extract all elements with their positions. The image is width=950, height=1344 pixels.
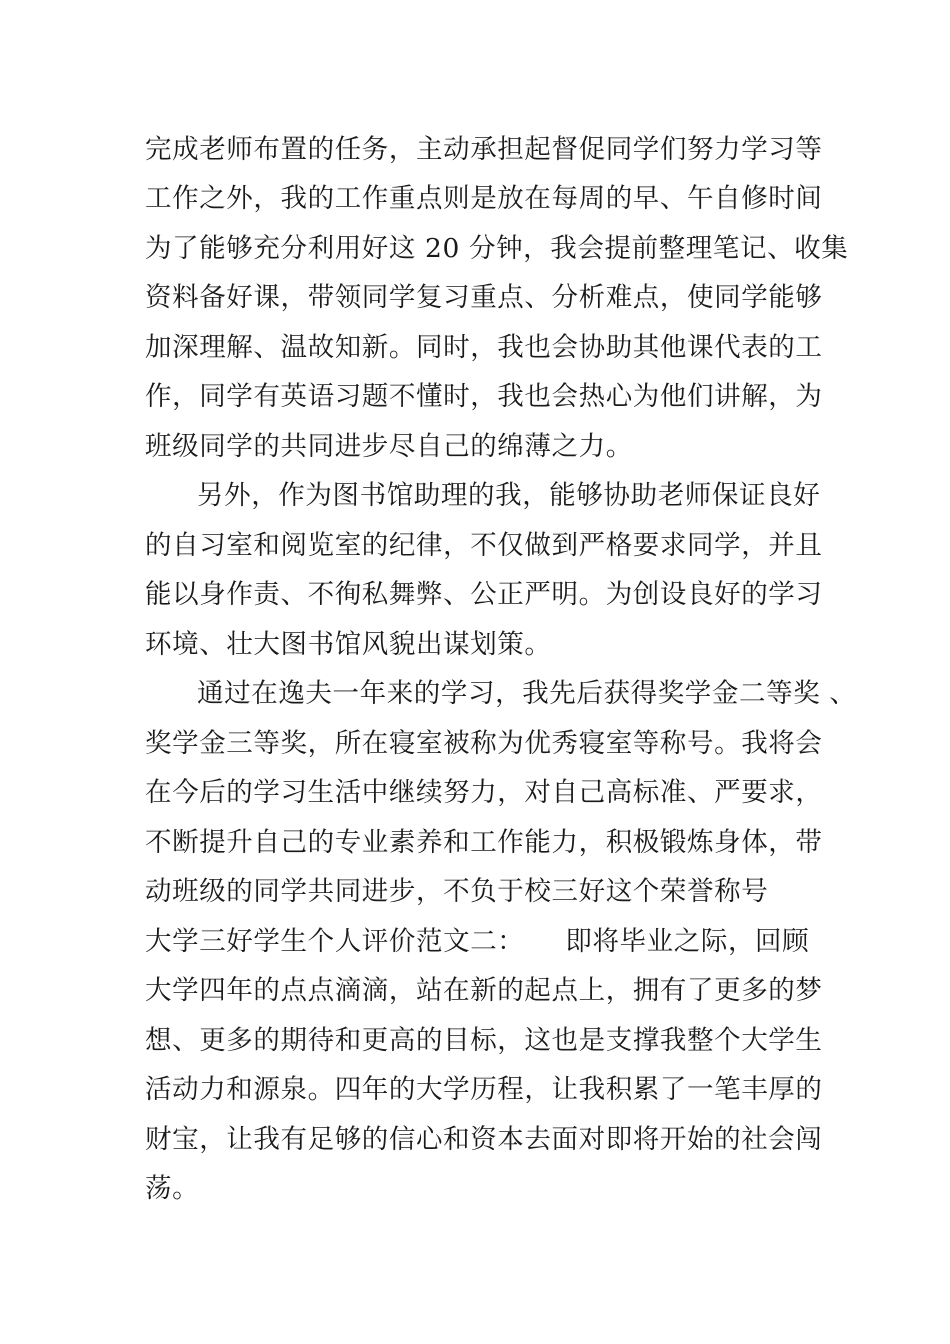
text-line: 不断提升自己的专业素养和工作能力，积极锻炼身体，带 bbox=[145, 827, 823, 858]
text-line: 作，同学有英语习题不懂时，我也会热心为他们讲解，为 bbox=[145, 381, 823, 412]
paragraph-first-line: 通过在逸夫一年来的学习，我先后获得奖学金二等奖 、 bbox=[197, 678, 857, 709]
text-line: 环境、壮大图书馆风貌出谋划策。 bbox=[145, 629, 552, 660]
text-line: 动班级的同学共同进步，不负于校三好这个荣誉称号 bbox=[145, 876, 769, 907]
text-line: 资料备好课，带领同学复习重点、分析难点，使同学能够 bbox=[145, 282, 823, 313]
text-line: 大学四年的点点滴滴，站在新的起点上，拥有了更多的梦 bbox=[145, 975, 823, 1006]
text-line: 荡。 bbox=[145, 1173, 200, 1204]
text-line: 在今后的学习生活中继续努力，对自己高标准、严要求， bbox=[145, 777, 823, 808]
text-line: 活动力和源泉。四年的大学历程，让我积累了一笔丰厚的 bbox=[145, 1074, 823, 1105]
text-line: 工作之外，我的工作重点则是放在每周的早、午自修时间 bbox=[145, 183, 823, 214]
text-line: 能以身作责、不徇私舞弊、公正严明。为创设良好的学习 bbox=[145, 579, 823, 610]
text-line: 加深理解、温故知新。同时，我也会协助其他课代表的工 bbox=[145, 332, 823, 363]
text-line: 班级同学的共同进步尽自己的绵薄之力。 bbox=[145, 431, 633, 462]
text-line: 想、更多的期待和更高的目标，这也是支撑我整个大学生 bbox=[145, 1025, 823, 1056]
text-line: 的自习室和阅览室的纪律，不仅做到严格要求同学，并且 bbox=[145, 530, 823, 561]
text-line: 为了能够充分利用好这 20 分钟，我会提前整理笔记、收集 bbox=[145, 233, 849, 264]
text-line: 奖学金三等奖，所在寝室被称为优秀寝室等称号。我将会 bbox=[145, 728, 823, 759]
text-line: 财宝，让我有足够的信心和资本去面对即将开始的社会闯 bbox=[145, 1124, 823, 1155]
paragraph-first-line: 另外，作为图书馆助理的我，能够协助老师保证良好 bbox=[197, 480, 821, 511]
text-line: 完成老师布置的任务，主动承担起督促同学们努力学习等 bbox=[145, 134, 823, 165]
section-heading-line: 大学三好学生个人评价范文二： 即将毕业之际，回顾 bbox=[145, 926, 810, 957]
